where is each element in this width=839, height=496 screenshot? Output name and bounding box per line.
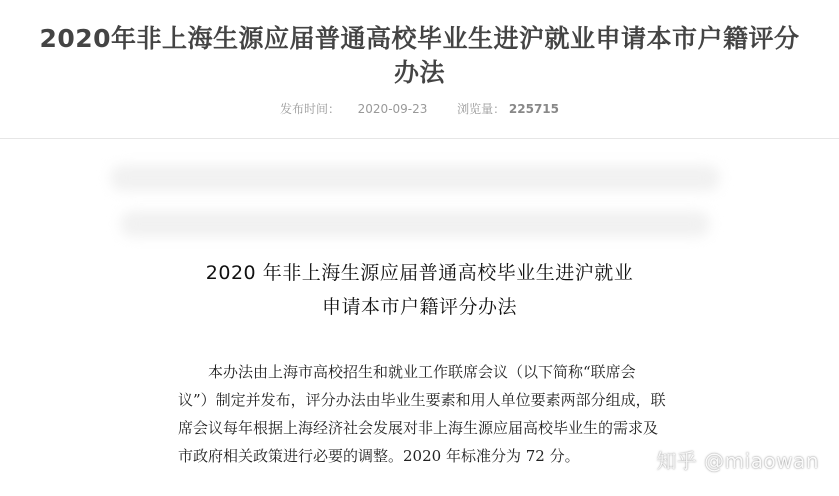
paragraph-line: 席会议每年根据上海经济社会发展对非上海生源应届高校毕业生的需求及	[178, 419, 659, 437]
views-label: 浏览量：	[457, 102, 506, 116]
publish-label: 发布时间：	[279, 102, 340, 116]
document-title-line-1: 2020 年非上海生源应届普通高校毕业生进沪就业	[205, 262, 634, 284]
document-title-line-2: 申请本市户籍评分办法	[321, 296, 517, 318]
zhihu-watermark: 知乎 @miaowan	[656, 449, 819, 473]
paragraph-line: 本办法由上海市高校招生和就业工作联席会议（以下简称“联席会	[208, 363, 636, 381]
views-count: 225715	[508, 102, 560, 116]
paragraph-line: 市政府相关政策进行必要的调整。2020 年标准分为 72 分。	[178, 447, 580, 465]
paragraph-line: 议”）制定并发布，评分办法由毕业生要素和用人单位要素两部分组成，联	[178, 391, 666, 409]
publish-date: 2020-09-23	[357, 102, 428, 116]
blurred-region	[0, 139, 839, 249]
article-title: 2020年非上海生源应届普通高校毕业生进沪就业申请本市户籍评分办法	[39, 24, 800, 87]
article-header	[0, 0, 839, 139]
article-meta	[0, 100, 839, 117]
document-paragraph	[178, 358, 688, 470]
